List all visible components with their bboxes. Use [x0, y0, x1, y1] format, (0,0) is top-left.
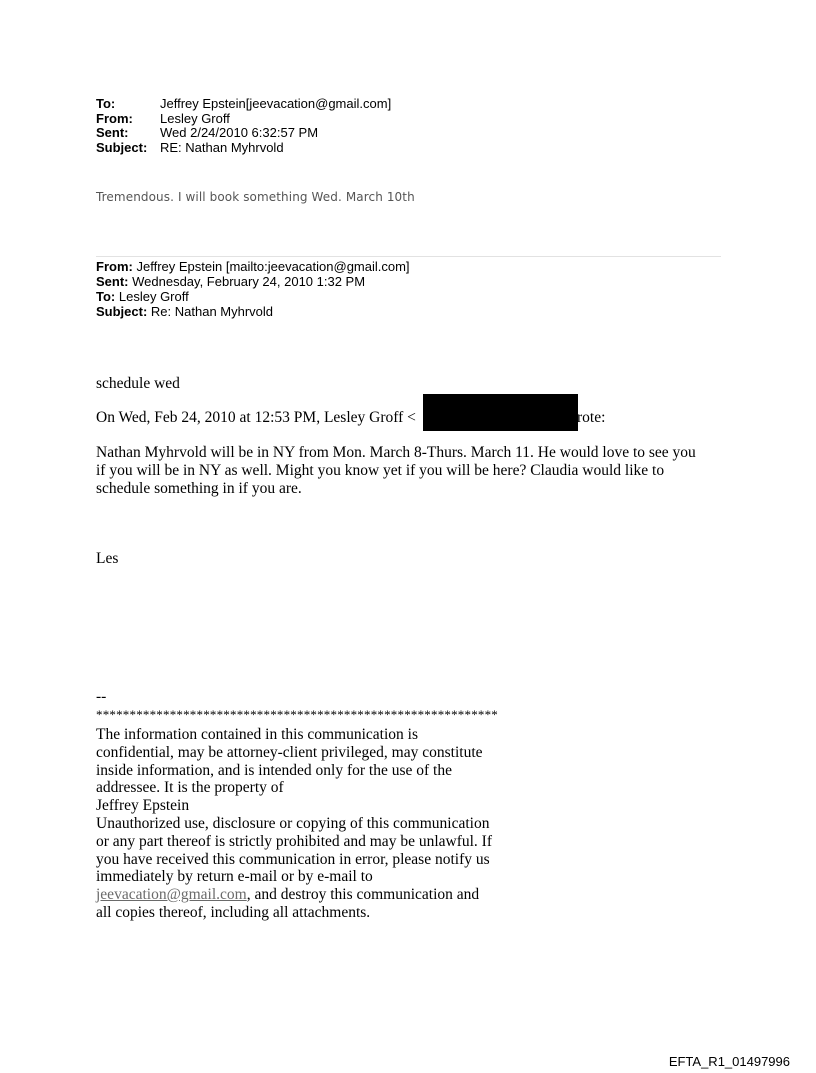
- reply-text: Tremendous. I will book something Wed. March 10th: [96, 190, 415, 204]
- quoted-sent-value: Wednesday, February 24, 2010 1:32 PM: [132, 274, 366, 289]
- subject-label: Subject:: [96, 139, 148, 155]
- quote-divider: [96, 256, 721, 257]
- quoted-from-line: [96, 259, 410, 274]
- quoted-sent-line: [96, 274, 410, 289]
- message-line: if you will be in NY as well. Might you know yet if you will be here? Claudia would like to: [96, 462, 665, 479]
- to-value: Jeffrey Epstein[jeevacation@gmail.com]: [160, 96, 392, 111]
- subject-value: RE: Nathan Myhrvold: [160, 139, 284, 155]
- quoted-header: [96, 259, 410, 319]
- redaction-block: [423, 394, 578, 431]
- quoted-to-value: Lesley Groff: [118, 289, 189, 304]
- property-owner: Jeffrey Epstein: [96, 797, 190, 815]
- quoted-subject-line: [96, 304, 410, 319]
- to-label: To:: [96, 96, 116, 111]
- message-line: schedule something in if you are.: [96, 480, 302, 497]
- confidentiality-notice: [96, 726, 496, 922]
- schedule-line: schedule wed: [96, 375, 180, 392]
- quoted-from-value: Jeffrey Epstein [mailto:jeevacation@gmail.com]: [136, 259, 410, 274]
- message-body: [96, 444, 696, 498]
- disclaimer-text-3: , and destroy this communication and all copies thereof, including all attachments.: [96, 886, 480, 921]
- message-line: Nathan Myhrvold will be in NY from Mon. March 8-Thurs. March 11. He would love to see you: [96, 444, 696, 461]
- quoted-subject-value: Re: Nathan Myhrvold: [150, 304, 274, 319]
- star-divider: ************************************************************: [96, 707, 498, 722]
- email-link[interactable]: jeevacation@gmail.com: [96, 886, 247, 904]
- on-wed-prefix: On Wed, Feb 24, 2010 at 12:53 PM, Lesley Groff <: [96, 409, 416, 426]
- signature-dashes: --: [96, 688, 107, 705]
- document-id: EFTA_R1_01497996: [668, 1054, 790, 1069]
- signature: Les: [96, 550, 119, 567]
- quoted-subject-label: Subject:: [96, 304, 148, 319]
- quoted-from-label: From:: [96, 259, 133, 274]
- disclaimer-text-1: The information contained in this communication is confidential, may be attorney-client privileged, may constitute inside information, and is intended only for the use of the addressee. It is the property of: [96, 726, 483, 797]
- disclaimer-text-2: Unauthorized use, disclosure or copying of this communication or any part thereof is strictly prohibited and may be unlawful. If you have received this communication in error, please notify us immediately by return e-mail or by e-mail to: [96, 814, 492, 886]
- sent-value: Wed 2/24/2010 6:32:57 PM: [160, 125, 319, 140]
- sent-label: Sent:: [96, 125, 129, 140]
- from-label: From:: [96, 110, 133, 126]
- email-header: [96, 97, 496, 157]
- from-value: Lesley Groff: [160, 110, 230, 126]
- quoted-to-line: [96, 289, 410, 304]
- quoted-to-label: To:: [96, 289, 116, 304]
- quoted-sent-label: Sent:: [96, 274, 129, 289]
- on-wed-suffix: rote:: [577, 409, 606, 426]
